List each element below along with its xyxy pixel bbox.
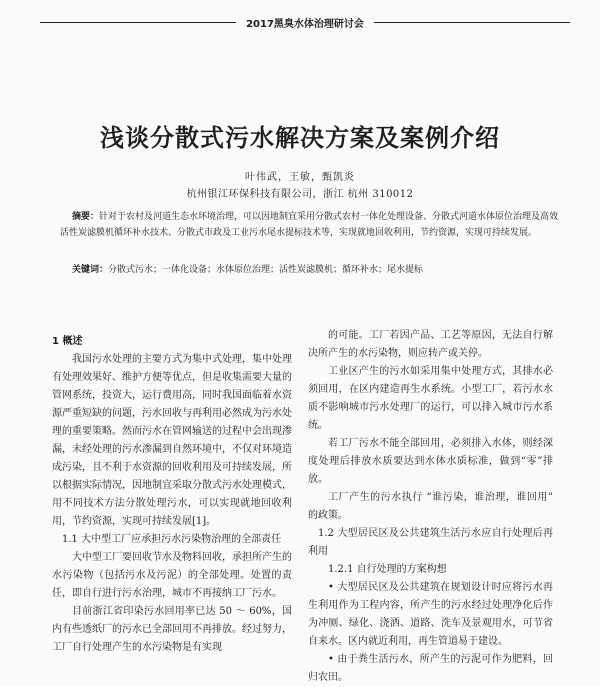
abstract: [60, 210, 560, 241]
keywords-text: 分散式污水；一体化设备；水体原位治理；活性炭滤膜机；循环补水；尾水提标: [108, 265, 424, 275]
subsection-heading-1-2-1: 1.2.1 自行处理的方案构想: [328, 564, 447, 575]
header-rule-right: [374, 22, 570, 23]
running-header: [40, 14, 570, 30]
keywords: [60, 263, 560, 278]
paper-title: 浅谈分散式污水解决方案及案例介绍: [100, 124, 500, 152]
subsection-heading-1-1: 1.1 大中型工厂应承担污水污染物治理的全部责任: [62, 534, 282, 545]
abstract-label: 摘要：: [72, 212, 100, 222]
left-column: [52, 333, 292, 657]
paragraph: 工业区产生的污水如采用集中处理方式，其排水必须回用，在区内建造再生水系统。小型工厂，若污水水质不影响城市污水处理厂的运行，可以排入城市污水系统。: [308, 366, 553, 431]
paragraph: 的可能。工厂若因产品、工艺等原因，无法自行解决所产生的水污染物，则应转产或关停。: [308, 330, 553, 359]
paragraph: 我国污水处理的主要方式为集中式处理，集中处理有处理效果好、维护方便等优点，但是收集需要大量的管网系统，投资大，运行费用高，同时我国面临着水资源严重短缺的问题，污水回收与再利用必然成为污水处理的重要策略。然而污水在管网输送的过程中会出现渗漏，未经处理的污水渗漏到自然环境中，不仅对环境造成污染，且不利于水资源的回收利用及可持续发展，所以根据实际情况，因地制宜采取分散式污水处理模式，用不同技术方法分散处理污水，可以实现就地回收利用，节约资源，实现可持续发展[1]。: [52, 354, 292, 527]
paragraph: • 由于粪生活污水，所产生的污泥可作为肥料，回归农田。: [308, 654, 553, 683]
affiliation: 杭州银江环保科技有限公司，浙江 杭州 310012: [186, 189, 414, 200]
right-column: [308, 327, 553, 687]
paragraph: 若工厂污水不能全部回用，必须排入水体，则经深度处理后排放水质要达到水体水质标准，做到“零”排放。: [308, 438, 553, 485]
paragraph: 大中型工厂要回收节水及物料回收，承担所产生的水污染物（包括污水及污泥）的全部处理。处置的责任，即自行进行污水治理，城市不再接纳工厂污水。: [52, 552, 292, 599]
keywords-label: 关键词：: [72, 265, 109, 275]
paragraph: • 大型居民区及公共建筑在规划设计时应将污水再生利用作为工程内容，所产生的污水经过处理净化后作为冲厕、绿化、浇洒、道路、洗车及景观用水，可节省自来水。区内就近利用，再生管道易于建设。: [308, 582, 553, 647]
header-rule-left: [40, 22, 236, 23]
section-heading-overview: 1 概述: [52, 336, 83, 347]
header-text: 2017黑臭水体治理研讨会: [246, 18, 364, 30]
subsection-heading-1-2: 1.2 大型居民区及公共建筑生活污水应自行处理后再利用: [308, 528, 553, 557]
paragraph: 工厂产生的污水执行 “谁污染，谁治理，谁回用” 的政策。: [308, 492, 553, 521]
authors: 叶伟武，王敏，甄凯炎: [245, 172, 355, 183]
abstract-text: 针对于农村及河道生态水环境治理，可以因地制宜采用分散式农村一体化处理设备、分散式河道水体原位治理及高效活性炭滤膜机循环补水技术、分散式市政及工业污水尾水提标技术等，实现就地回收利用，节约资源，实现可持续发展。: [60, 212, 559, 238]
paragraph: 目前浙江省印染污水回用率已达 50 ～ 60%，国内有些透纸厂的污水已全部回用不再排放。经过努力，工厂自行处理产生的水污染物是有实现: [52, 606, 292, 653]
